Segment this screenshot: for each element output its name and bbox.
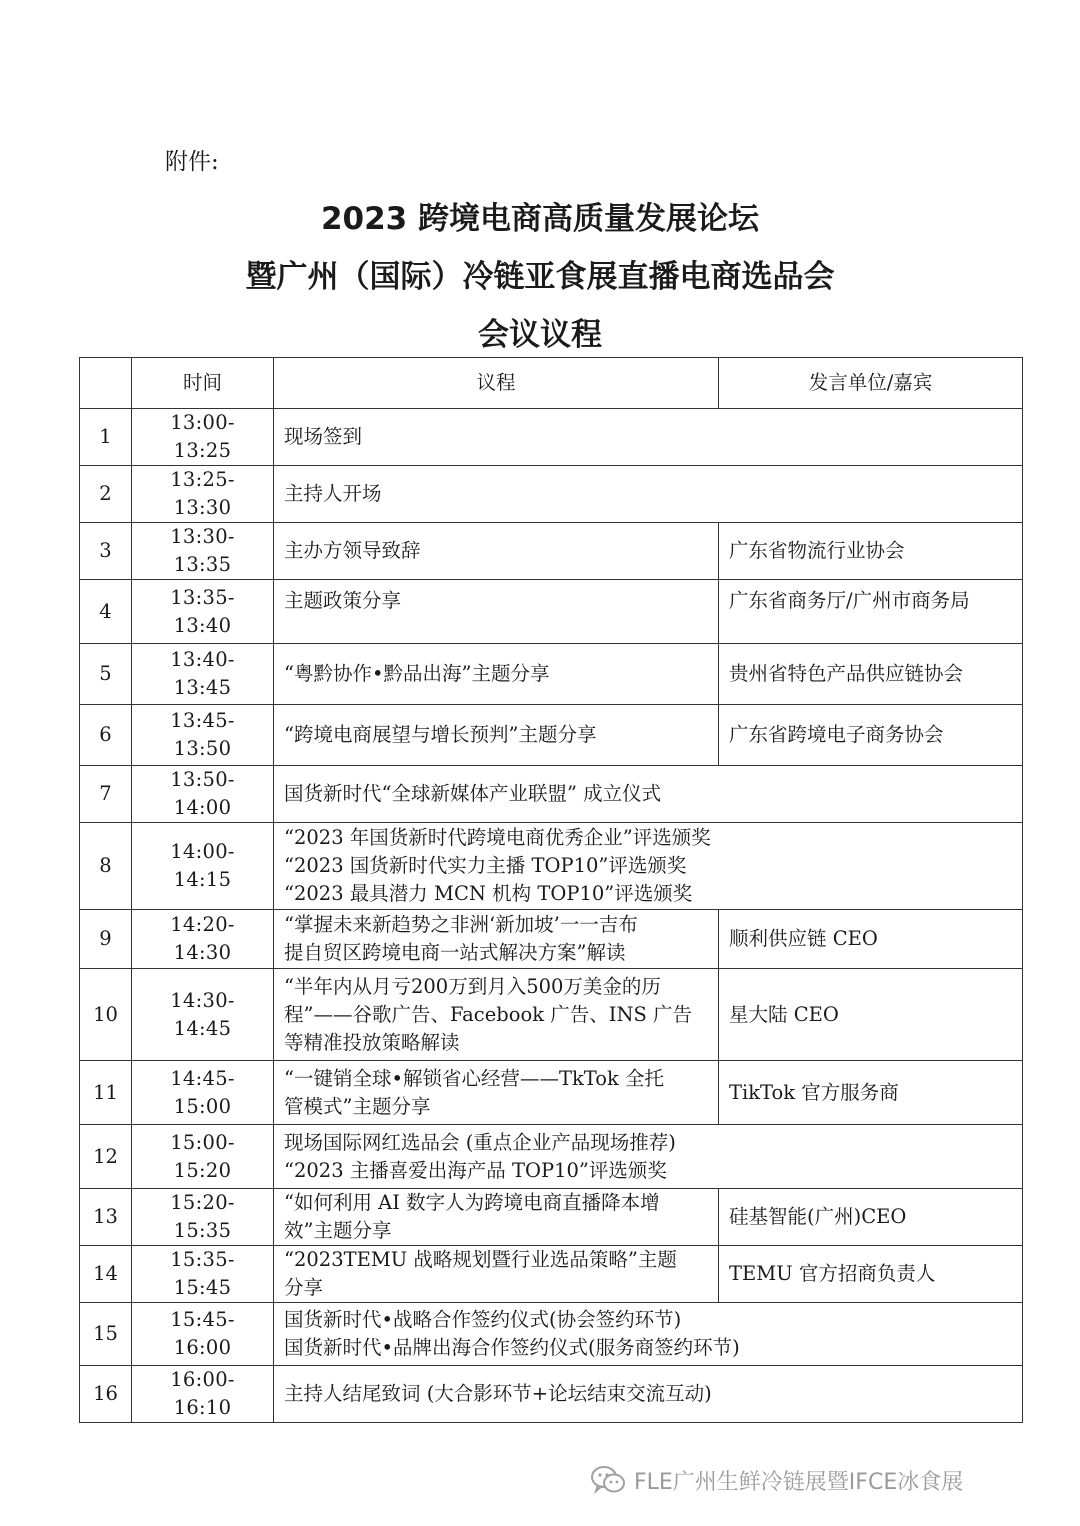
row-topic <box>274 1246 719 1303</box>
row-topic <box>274 1189 719 1246</box>
row-number: 16 <box>80 1366 132 1423</box>
table-row <box>80 766 1023 823</box>
topic-line: “2023TEMU 战略规划暨行业选品策略”主题 <box>284 1248 677 1271</box>
topic-line: 主持人开场 <box>284 482 382 505</box>
table-row <box>80 466 1023 523</box>
row-time: 13:50-14:00 <box>132 766 274 823</box>
row-number: 4 <box>80 580 132 644</box>
topic-line: 管模式”主题分享 <box>284 1094 431 1118</box>
row-number: 11 <box>80 1061 132 1125</box>
row-topic <box>274 409 1023 466</box>
row-topic <box>274 1125 1023 1189</box>
row-topic <box>274 705 719 766</box>
row-topic <box>274 1303 1023 1366</box>
row-speaker: 广东省跨境电子商务协会 <box>719 705 1023 766</box>
row-topic <box>274 580 719 644</box>
row-time: 15:45-16:00 <box>132 1303 274 1366</box>
row-number: 13 <box>80 1189 132 1246</box>
title-line-1: 2023 跨境电商高质量发展论坛 <box>320 201 760 237</box>
document-title <box>0 190 1080 364</box>
row-number: 15 <box>80 1303 132 1366</box>
header-topic: 议程 <box>274 358 719 409</box>
row-number: 10 <box>80 969 132 1061</box>
row-number: 3 <box>80 523 132 580</box>
topic-line: “2023 最具潜力 MCN 机构 TOP10”评选颁奖 <box>284 882 693 905</box>
topic-line: “一键销全球•解锁省心经营——TkTok 全托 <box>284 1066 665 1090</box>
row-time: 14:30-14:45 <box>132 969 274 1061</box>
attachment-label: 附件: <box>165 149 219 175</box>
topic-line: 主办方领导致辞 <box>284 539 421 562</box>
row-time: 14:45-15:00 <box>132 1061 274 1125</box>
row-number: 9 <box>80 910 132 969</box>
topic-line: “粤黔协作•黔品出海”主题分享 <box>284 662 550 685</box>
table-row <box>80 644 1023 705</box>
table-row <box>80 1061 1023 1125</box>
row-time: 16:00-16:10 <box>132 1366 274 1423</box>
row-time: 13:30-13:35 <box>132 523 274 580</box>
row-topic <box>274 523 719 580</box>
agenda-table <box>79 357 1023 1423</box>
title-line-2: 暨广州（国际）冷链亚食展直播电商选品会 <box>245 259 835 295</box>
table-header-row <box>80 358 1023 409</box>
row-time: 13:25-13:30 <box>132 466 274 523</box>
table-row <box>80 1303 1023 1366</box>
header-no <box>80 358 132 409</box>
row-topic <box>274 910 719 969</box>
row-time: 14:20-14:30 <box>132 910 274 969</box>
topic-line: 国货新时代•品牌出海合作签约仪式(服务商签约环节) <box>284 1336 740 1359</box>
topic-line: 主持人结尾致词 (大合影环节+论坛结束交流互动) <box>284 1382 712 1405</box>
row-topic <box>274 766 1023 823</box>
row-topic <box>274 823 1023 910</box>
table-row <box>80 409 1023 466</box>
table-row <box>80 910 1023 969</box>
topic-line: 国货新时代•战略合作签约仪式(协会签约环节) <box>284 1308 682 1331</box>
table-row <box>80 1189 1023 1246</box>
footer-text: FLE广州生鲜冷链展暨IFCE冰食展 <box>634 1469 964 1495</box>
row-speaker: 贵州省特色产品供应链协会 <box>719 644 1023 705</box>
topic-line: 主题政策分享 <box>284 589 402 612</box>
row-number: 6 <box>80 705 132 766</box>
row-number: 5 <box>80 644 132 705</box>
topic-line: “2023 年国货新时代跨境电商优秀企业”评选颁奖 <box>284 826 711 849</box>
row-time: 15:35-15:45 <box>132 1246 274 1303</box>
row-speaker: 广东省商务厅/广州市商务局 <box>719 580 1023 644</box>
row-time: 13:40-13:45 <box>132 644 274 705</box>
title-line-3: 会议议程 <box>478 317 602 353</box>
header-time: 时间 <box>132 358 274 409</box>
topic-line: “2023 国货新时代实力主播 TOP10”评选颁奖 <box>284 854 687 877</box>
row-speaker: TEMU 官方招商负责人 <box>719 1246 1023 1303</box>
topic-line: 等精准投放策略解读 <box>284 1030 460 1054</box>
wechat-icon <box>590 1465 626 1495</box>
topic-line: “跨境电商展望与增长预判”主题分享 <box>284 723 597 746</box>
row-time: 15:00-15:20 <box>132 1125 274 1189</box>
row-time: 14:00-14:15 <box>132 823 274 910</box>
topic-line: 国货新时代“全球新媒体产业联盟” 成立仪式 <box>284 782 662 805</box>
row-number: 14 <box>80 1246 132 1303</box>
topic-line: 提自贸区跨境电商一站式解决方案”解读 <box>284 941 626 964</box>
footer-watermark <box>590 1462 963 1498</box>
table-row <box>80 969 1023 1061</box>
row-speaker: TikTok 官方服务商 <box>719 1061 1023 1125</box>
table-row <box>80 523 1023 580</box>
row-number: 8 <box>80 823 132 910</box>
row-topic <box>274 1366 1023 1423</box>
row-number: 12 <box>80 1125 132 1189</box>
topic-line: “如何利用 AI 数字人为跨境电商直播降本增 <box>284 1191 660 1214</box>
header-speaker: 发言单位/嘉宾 <box>719 358 1023 409</box>
row-time: 13:00-13:25 <box>132 409 274 466</box>
row-topic <box>274 969 719 1061</box>
table-row <box>80 1366 1023 1423</box>
row-time: 13:45-13:50 <box>132 705 274 766</box>
row-speaker: 顺利供应链 CEO <box>719 910 1023 969</box>
topic-line: “半年内从月亏200万到月入500万美金的历 <box>284 974 661 998</box>
row-time: 13:35-13:40 <box>132 580 274 644</box>
topic-line: 分享 <box>284 1276 324 1299</box>
row-speaker: 星大陆 CEO <box>719 969 1023 1061</box>
table-row <box>80 580 1023 644</box>
row-topic <box>274 466 1023 523</box>
topic-line: 程”——谷歌广告、Facebook 广告、INS 广告 <box>284 1002 693 1026</box>
table-row <box>80 823 1023 910</box>
table-row <box>80 705 1023 766</box>
row-number: 1 <box>80 409 132 466</box>
topic-line: 现场签到 <box>284 425 363 448</box>
topic-line: “掌握未来新趋势之非洲‘新加坡’一一吉布 <box>284 913 638 936</box>
topic-line: 现场国际网红选品会 (重点企业产品现场推荐) <box>284 1130 676 1154</box>
row-number: 7 <box>80 766 132 823</box>
table-row <box>80 1125 1023 1189</box>
row-topic <box>274 644 719 705</box>
topic-line: 效”主题分享 <box>284 1219 392 1242</box>
row-speaker: 广东省物流行业协会 <box>719 523 1023 580</box>
table-row <box>80 1246 1023 1303</box>
topic-line: “2023 主播喜爱出海产品 TOP10”评选颁奖 <box>284 1158 667 1182</box>
row-number: 2 <box>80 466 132 523</box>
row-topic <box>274 1061 719 1125</box>
row-time: 15:20-15:35 <box>132 1189 274 1246</box>
row-speaker: 硅基智能(广州)CEO <box>719 1189 1023 1246</box>
